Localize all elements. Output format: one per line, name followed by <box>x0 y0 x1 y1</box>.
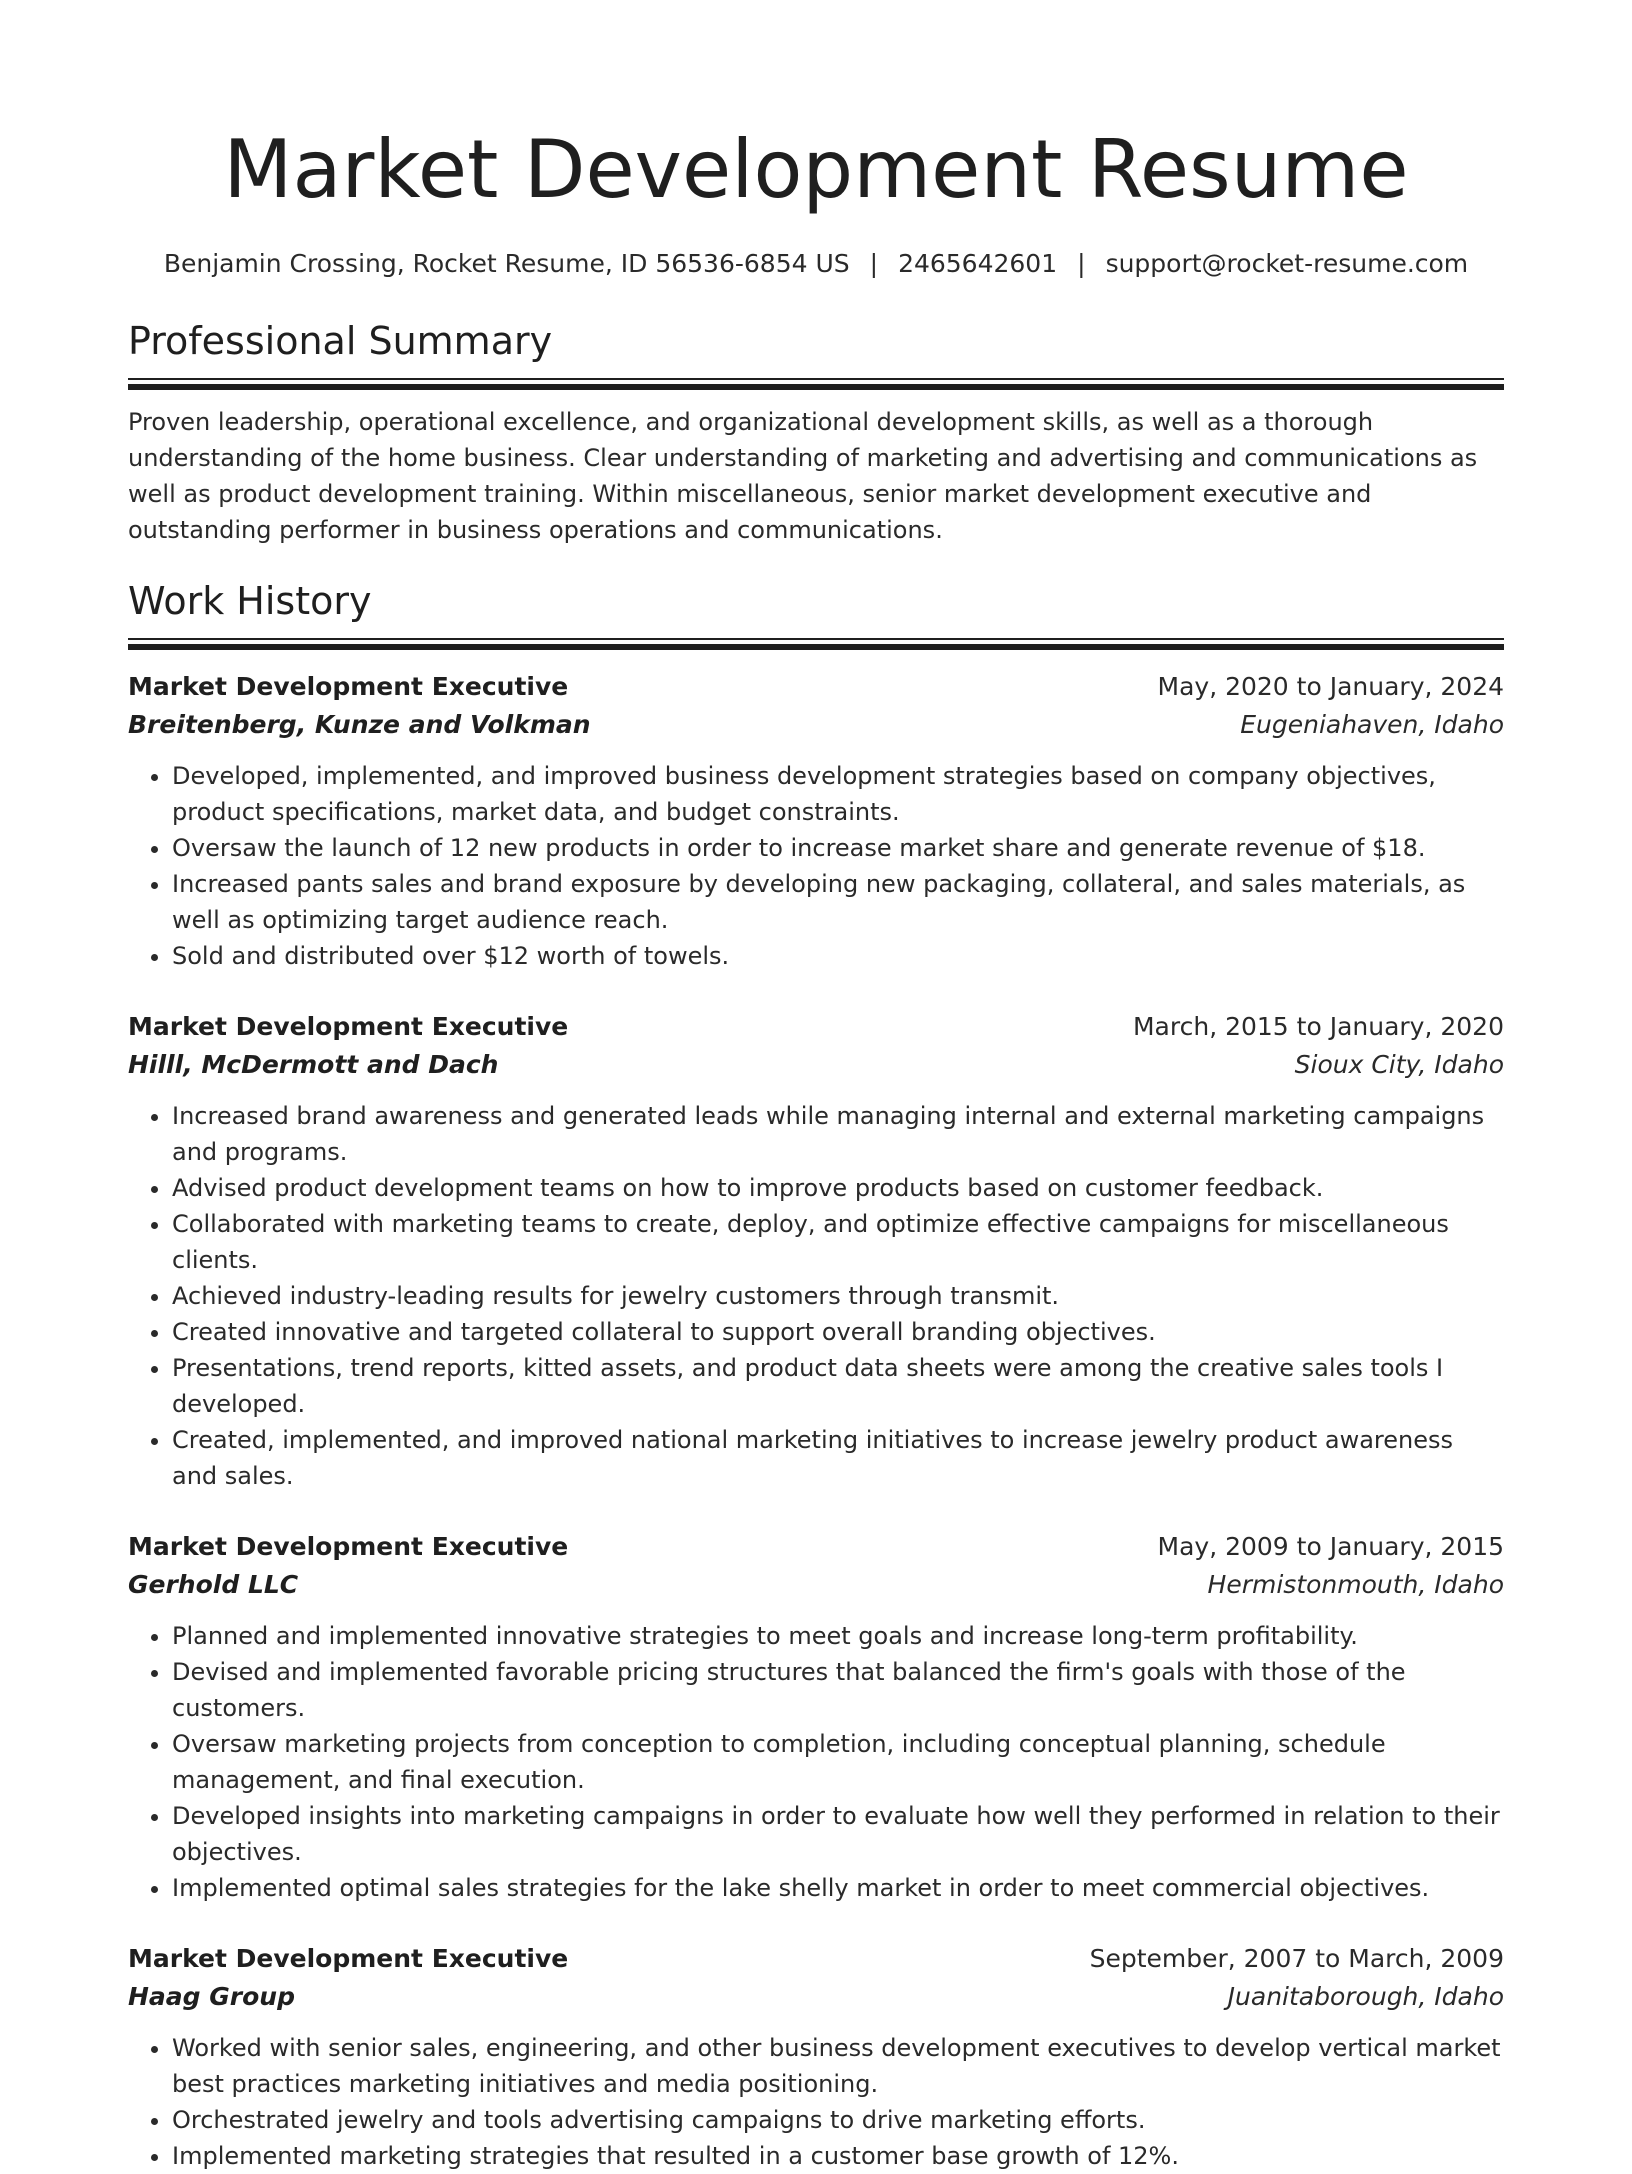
job-title: Market Development Executive <box>128 672 569 701</box>
job-bullet: • Orchestrated jewelry and tools advertising campaigns to drive marketing efforts. <box>172 2102 1504 2138</box>
job-company: Breitenberg, Kunze and Volkman <box>128 710 591 739</box>
job-header <box>128 1528 1504 1566</box>
job-company: Hilll, McDermott and Dach <box>128 1050 499 1079</box>
job-location: Sioux City, Idaho <box>1294 1050 1504 1079</box>
job-bullet: • Developed, implemented, and improved business development strategies based on company objectives, product specifications, market data, and budget constraints. <box>172 758 1504 830</box>
contact-separator: | <box>1077 249 1086 278</box>
job-bullets <box>128 1618 1504 1906</box>
job-bullet: • Advised product development teams on how to improve products based on customer feedback. <box>172 1170 1504 1206</box>
job-location: Eugeniahaven, Idaho <box>1240 710 1504 739</box>
job-bullet: • Sold and distributed over $12 worth of towels. <box>172 938 1504 974</box>
job-title: Market Development Executive <box>128 1532 569 1561</box>
job-dates: September, 2007 to March, 2009 <box>1089 1944 1504 1973</box>
job-bullet: • Created, implemented, and improved national marketing initiatives to increase jewelry product awareness and sales. <box>172 1422 1504 1494</box>
professional-summary-section <box>128 316 1504 548</box>
job-entry <box>128 1528 1504 1906</box>
job-title: Market Development Executive <box>128 1944 569 1973</box>
job-header <box>128 668 1504 706</box>
job-header <box>128 1940 1504 1978</box>
section-heading-summary: Professional Summary <box>128 319 553 363</box>
job-bullets <box>128 2030 1504 2174</box>
contact-phone: 2465642601 <box>898 249 1058 278</box>
job-company: Haag Group <box>128 1982 295 2011</box>
section-divider <box>128 638 1504 650</box>
summary-text: Proven leadership, operational excellence, and organizational development skills, as well as a thorough understanding of the home business. Clear understanding of marketing and advertising and communications as well as product development training. Within miscellaneous, senior market development executive and outstanding performer in business operations and communications. <box>128 408 1478 544</box>
job-dates: March, 2015 to January, 2020 <box>1132 1012 1504 1041</box>
contact-line <box>128 246 1504 282</box>
job-subheader <box>128 1978 1504 2016</box>
work-history-section <box>128 576 1504 2174</box>
job-location: Hermistonmouth, Idaho <box>1207 1570 1504 1599</box>
job-subheader <box>128 706 1504 744</box>
job-bullet: • Implemented marketing strategies that resulted in a customer base growth of 12%. <box>172 2138 1504 2174</box>
job-bullet: • Created innovative and targeted collateral to support overall branding objectives. <box>172 1314 1504 1350</box>
contact-email: support@rocket-resume.com <box>1105 249 1469 278</box>
section-divider <box>128 378 1504 390</box>
job-bullet: • Developed insights into marketing campaigns in order to evaluate how well they performed in relation to their objectives. <box>172 1798 1504 1870</box>
job-entry <box>128 1940 1504 2174</box>
job-bullet: • Increased brand awareness and generated leads while managing internal and external marketing campaigns and programs. <box>172 1098 1504 1170</box>
contact-separator: | <box>869 249 879 278</box>
job-bullet: • Worked with senior sales, engineering, and other business development executives to develop vertical market best practices marketing initiatives and media positioning. <box>172 2030 1504 2102</box>
job-bullet: • Implemented optimal sales strategies for the lake shelly market in order to meet commercial objectives. <box>172 1870 1504 1906</box>
job-bullets <box>128 758 1504 974</box>
job-dates: May, 2009 to January, 2015 <box>1157 1532 1504 1561</box>
job-location: Juanitaborough, Idaho <box>1227 1982 1504 2011</box>
section-heading-work-history: Work History <box>128 579 372 623</box>
resume-page <box>128 0 1504 2174</box>
job-bullet: • Increased pants sales and brand exposure by developing new packaging, collateral, and sales materials, as well as optimizing target audience reach. <box>172 866 1504 938</box>
job-bullet: • Oversaw the launch of 12 new products in order to increase market share and generate revenue of $18. <box>172 830 1504 866</box>
contact-address: Benjamin Crossing, Rocket Resume, ID 56536-6854 US <box>163 249 850 278</box>
job-bullet: • Planned and implemented innovative strategies to meet goals and increase long-term profitability. <box>172 1618 1504 1654</box>
job-entry <box>128 1008 1504 1494</box>
job-bullet: • Achieved industry-leading results for jewelry customers through transmit. <box>172 1278 1504 1314</box>
job-dates: May, 2020 to January, 2024 <box>1157 672 1504 701</box>
page-title: Market Development Resume <box>223 123 1409 216</box>
job-bullet: • Presentations, trend reports, kitted assets, and product data sheets were among the creative sales tools I developed. <box>172 1350 1504 1422</box>
job-title: Market Development Executive <box>128 1012 569 1041</box>
job-company: Gerhold LLC <box>128 1570 299 1599</box>
job-entry <box>128 668 1504 974</box>
job-bullets <box>128 1098 1504 1494</box>
job-subheader <box>128 1566 1504 1604</box>
job-bullet: • Collaborated with marketing teams to create, deploy, and optimize effective campaigns for miscellaneous clients. <box>172 1206 1504 1278</box>
job-bullet: • Devised and implemented favorable pricing structures that balanced the firm's goals with those of the customers. <box>172 1654 1504 1726</box>
job-header <box>128 1008 1504 1046</box>
job-subheader <box>128 1046 1504 1084</box>
job-bullet: • Oversaw marketing projects from conception to completion, including conceptual planning, schedule management, and final execution. <box>172 1726 1504 1798</box>
